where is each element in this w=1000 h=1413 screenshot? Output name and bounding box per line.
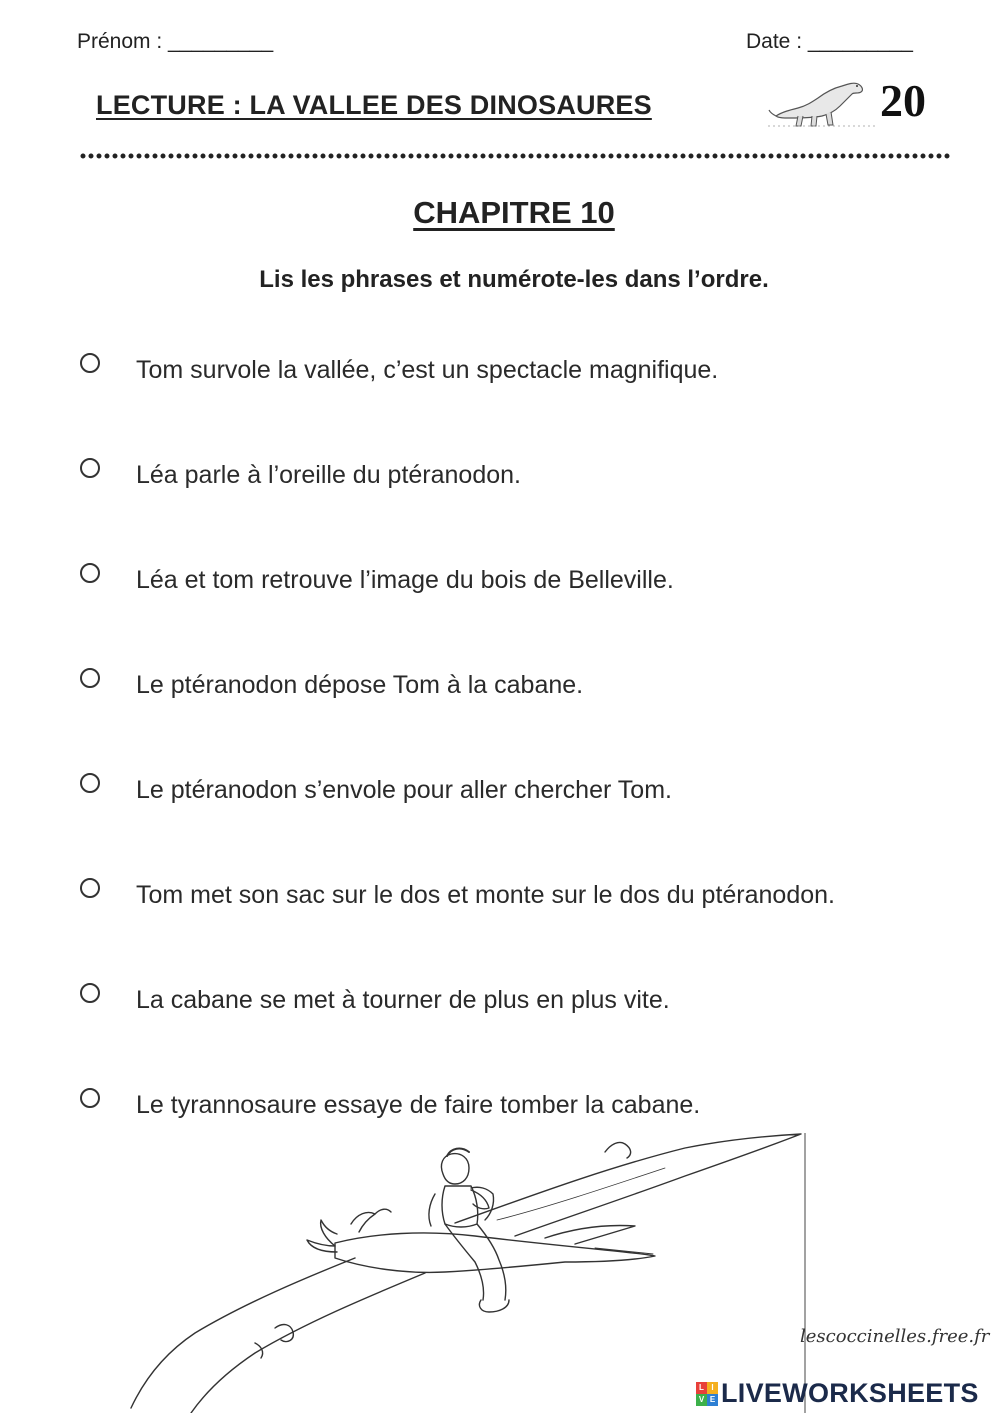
order-circle-input[interactable] bbox=[80, 458, 100, 478]
date-field: Date : _________ bbox=[746, 30, 913, 53]
liveworksheets-icon: L I V E bbox=[696, 1382, 718, 1406]
order-circle-input[interactable] bbox=[80, 983, 100, 1003]
order-circle-input[interactable] bbox=[80, 563, 100, 583]
page-title: LECTURE : LA VALLEE DES DINOSAURES bbox=[96, 90, 652, 120]
instruction-text: Lis les phrases et numérote-les dans l’ordre. bbox=[259, 266, 769, 293]
order-circle-input[interactable] bbox=[80, 668, 100, 688]
credit-text: lescoccinelles.free.fr bbox=[800, 1326, 990, 1347]
pteranodon-rider-illustration bbox=[125, 1128, 815, 1413]
sentence-item-3 bbox=[80, 560, 960, 600]
sentence-item-1 bbox=[80, 350, 960, 390]
liveworksheets-logo bbox=[696, 1378, 979, 1409]
sentence-text: Léa parle à l’oreille du ptéranodon. bbox=[136, 460, 521, 489]
order-circle-input[interactable] bbox=[80, 773, 100, 793]
liveworksheets-brand-text: LIVEWORKSHEETS bbox=[721, 1378, 979, 1408]
sentence-item-6 bbox=[80, 875, 960, 915]
dinosaur-logo-icon bbox=[768, 72, 878, 130]
sentence-text: Le ptéranodon dépose Tom à la cabane. bbox=[136, 670, 584, 699]
order-circle-input[interactable] bbox=[80, 1088, 100, 1108]
chapter-title: CHAPITRE 10 bbox=[413, 195, 615, 230]
lesson-number-badge: 20 bbox=[880, 75, 926, 126]
sentence-item-8 bbox=[80, 1085, 960, 1125]
sentence-text: Le tyrannosaure essaye de faire tomber la cabane. bbox=[136, 1090, 701, 1119]
sentence-text: Le ptéranodon s’envole pour aller chercher Tom. bbox=[136, 775, 672, 804]
sentence-text: Léa et tom retrouve l’image du bois de Belleville. bbox=[136, 565, 674, 594]
prenom-field: Prénom : _________ bbox=[77, 30, 274, 53]
sentence-item-7 bbox=[80, 980, 960, 1020]
sentence-text: Tom survole la vallée, c’est un spectacle magnifique. bbox=[136, 355, 719, 384]
sentence-item-2 bbox=[80, 455, 960, 495]
sentence-text: La cabane se met à tourner de plus en plus vite. bbox=[136, 985, 670, 1014]
order-circle-input[interactable] bbox=[80, 878, 100, 898]
sentence-item-4 bbox=[80, 665, 960, 705]
sentence-item-5 bbox=[80, 770, 960, 810]
sentence-text: Tom met son sac sur le dos et monte sur le dos du ptéranodon. bbox=[136, 880, 835, 909]
order-circle-input[interactable] bbox=[80, 353, 100, 373]
dotted-divider bbox=[80, 150, 950, 162]
